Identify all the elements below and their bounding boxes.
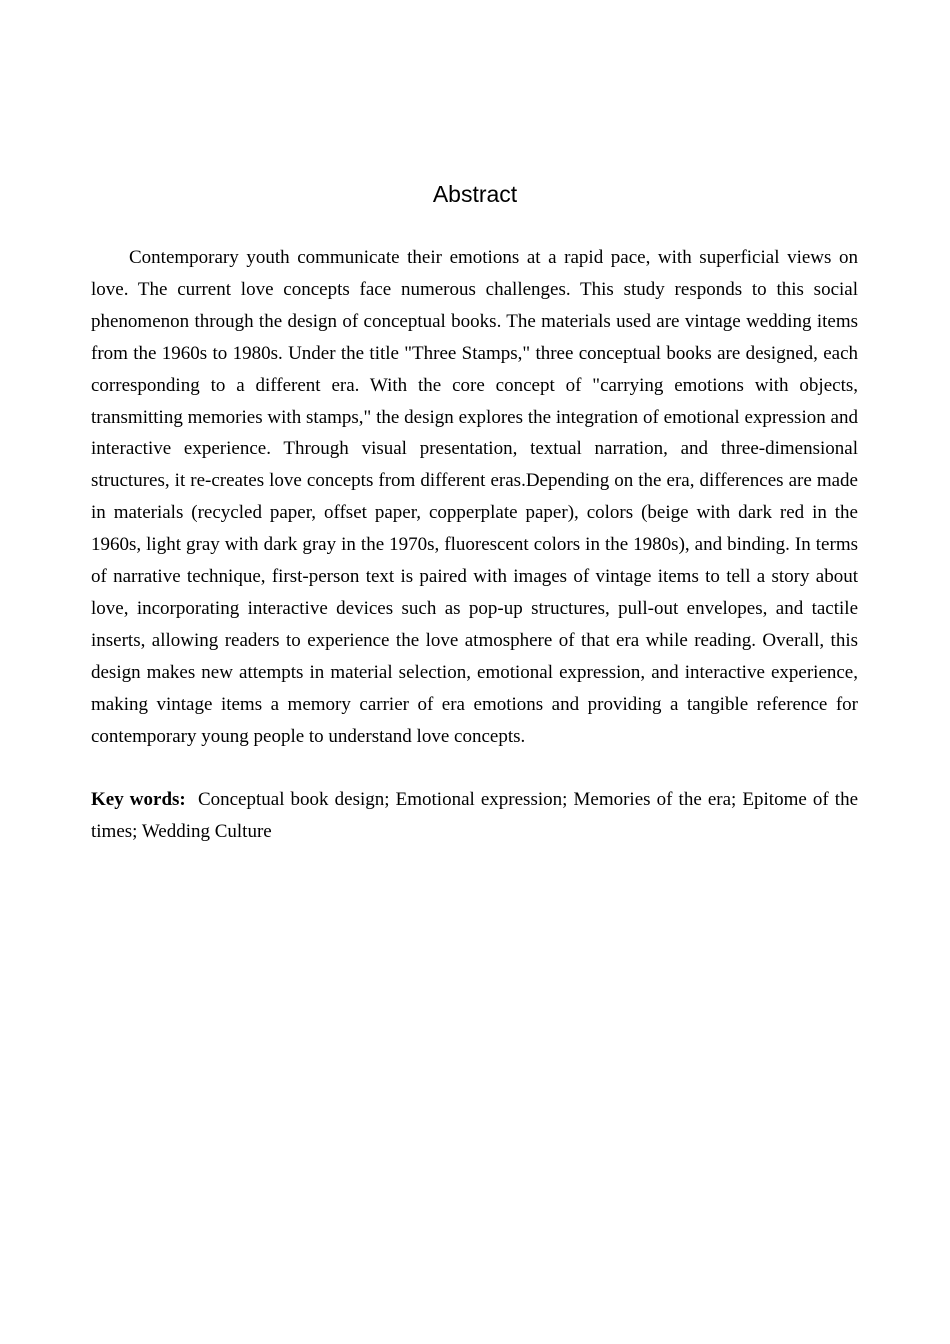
- page-title: Abstract: [432, 181, 518, 207]
- keywords-text: Conceptual book design; Emotional expression; Memories of the era; Epitome of the times; Wedding Culture: [91, 789, 859, 842]
- keywords-paragraph: [91, 784, 858, 848]
- abstract-paragraph: Contemporary youth communicate their emotions at a rapid pace, with superficial views on love. The current love concepts face numerous challenges. This study responds to this social phenomenon through the design of conceptual books. The materials used are vintage wedding items from the 1960s to 1980s. Under the title "Three Stamps," three conceptual books are designed, each corresponding to a different era. With the core concept of "carrying emotions with objects, transmitting memories with stamps," the design explores the integration of emotional expression and interactive experience. Through visual presentation, textual narration, and three-dimensional structures, it re-creates love concepts from different eras.Depending on the era, differences are made in materials (recycled paper, offset paper, copperplate paper), colors (beige with dark red in the 1960s, light gray with dark gray in the 1970s, fluorescent colors in the 1980s), and binding. In terms of narrative technique, first-person text is paired with images of vintage items to tell a story about love, incorporating interactive devices such as pop-up structures, pull-out envelopes, and tactile inserts, allowing readers to experience the love atmosphere of that era while reading. Overall, this design makes new attempts in material selection, emotional expression, and interactive experience, making vintage items a memory carrier of era emotions and providing a tangible reference for contemporary young people to understand love concepts.: [91, 247, 858, 747]
- keywords-label: Key words:: [91, 789, 186, 810]
